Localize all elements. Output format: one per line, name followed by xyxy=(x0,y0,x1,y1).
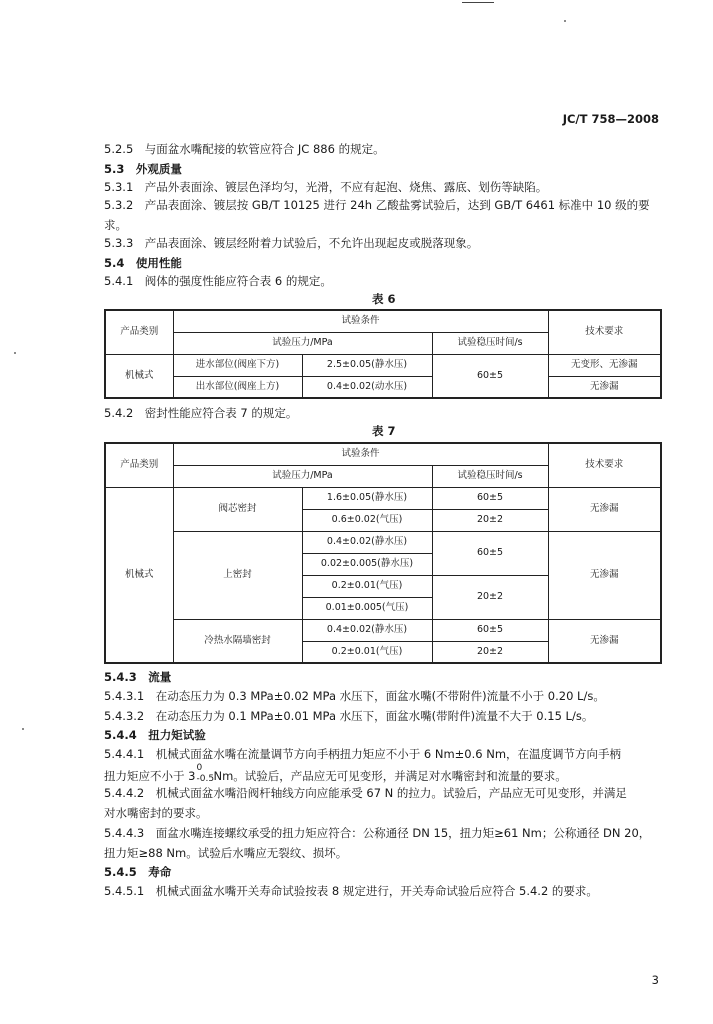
table7-time: 20±2 xyxy=(432,509,548,531)
text-run: 扭力矩应不小于 3 xyxy=(104,769,196,783)
scan-mark xyxy=(462,2,494,3)
table7-header-category: 产品类别 xyxy=(105,443,173,487)
clause-5-2-5: 5.2.5 与面盆水嘴配接的软管应符合 JC 886 的规定。 xyxy=(104,142,385,156)
table-6 xyxy=(104,309,662,399)
table7-time: 20±2 xyxy=(432,575,548,619)
clause-5-4-5-1: 5.4.5.1 机械式面盆水嘴开关寿命试验按表 8 规定进行，开关寿命试验后应符合 5.4.2 的要求。 xyxy=(104,884,598,898)
table6-requirement: 无变形、无渗漏 xyxy=(548,354,661,376)
table6-header-time: 试验稳压时间/s xyxy=(432,332,548,354)
table6-header-requirement: 技术要求 xyxy=(548,310,661,354)
table6-category: 机械式 xyxy=(105,354,173,398)
heading-5-3: 5.3 外观质量 xyxy=(104,162,182,176)
table7-seal-type: 阀芯密封 xyxy=(173,487,302,531)
heading-5-4-5: 5.4.5 寿命 xyxy=(104,865,172,879)
table7-pressure: 0.2±0.01(气压) xyxy=(302,641,432,663)
clause-5-4-4-2: 5.4.4.2 机械式面盆水嘴沿阀杆轴线方向应能承受 67 N 的拉力。试验后，产品应无可见变形，并满足 xyxy=(104,786,627,800)
clause-5-4-3-1: 5.4.3.1 在动态压力为 0.3 MPa±0.02 MPa 水压下，面盆水嘴(不带附件)流量不小于 0.20 L/s。 xyxy=(104,689,605,703)
heading-5-4-3: 5.4.3 流量 xyxy=(104,670,172,684)
table7-seal-type: 冷热水隔墙密封 xyxy=(173,619,302,663)
scan-dot xyxy=(564,20,566,22)
clause-5-3-3: 5.3.3 产品表面涂、镀层经附着力试验后，不允许出现起皮或脱落现象。 xyxy=(104,236,479,250)
clause-5-4-4-1: 5.4.4.1 机械式面盆水嘴在流量调节方向手柄扭力矩应不小于 6 Nm±0.6 Nm，在温度调节方向手柄 xyxy=(104,747,622,761)
table6-time: 60±5 xyxy=(432,354,548,398)
table7-requirement: 无渗漏 xyxy=(548,487,661,531)
table6-pressure: 0.4±0.02(动水压) xyxy=(302,376,432,398)
table7-header-conditions: 试验条件 xyxy=(173,443,548,465)
clause-5-4-4-3-cont: 扭力矩≥88 Nm。试验后水嘴应无裂纹、损坏。 xyxy=(104,846,348,860)
clause-5-4-1: 5.4.1 阀体的强度性能应符合表 6 的规定。 xyxy=(104,274,332,288)
clause-5-4-4-1-cont xyxy=(104,763,567,784)
clause-5-4-4-2-cont: 对水嘴密封的要求。 xyxy=(104,806,208,820)
table7-pressure: 0.4±0.02(静水压) xyxy=(302,531,432,553)
text-run: Nm。试验后，产品应无可见变形，并满足对水嘴密封和流量的要求。 xyxy=(213,769,567,783)
table7-pressure: 0.2±0.01(气压) xyxy=(302,575,432,597)
table7-time: 60±5 xyxy=(432,531,548,575)
table7-title: 表 7 xyxy=(372,424,396,438)
table6-position: 出水部位(阀座上方) xyxy=(173,376,302,398)
table6-header-category: 产品类别 xyxy=(105,310,173,354)
clause-5-3-2: 5.3.2 产品表面涂、镀层按 GB/T 10125 进行 24h 乙酸盐雾试验后，达到 GB/T 6461 标准中 10 级的要 xyxy=(104,198,650,212)
heading-5-4-4: 5.4.4 扭力矩试验 xyxy=(104,728,206,742)
table7-header-pressure: 试验压力/MPa xyxy=(173,465,432,487)
table7-category: 机械式 xyxy=(105,487,173,663)
clause-5-4-3-2: 5.4.3.2 在动态压力为 0.1 MPa±0.01 MPa 水压下，面盆水嘴(带附件)流量不大于 0.15 L/s。 xyxy=(104,709,594,723)
clause-5-3-2-cont: 求。 xyxy=(104,218,127,232)
tolerance-upper: 0 xyxy=(196,763,203,773)
table7-pressure: 0.01±0.005(气压) xyxy=(302,597,432,619)
doc-code: JC/T 758—2008 xyxy=(562,112,659,126)
table6-requirement: 无渗漏 xyxy=(548,376,661,398)
table6-position: 进水部位(阀座下方) xyxy=(173,354,302,376)
table7-pressure: 1.6±0.05(静水压) xyxy=(302,487,432,509)
heading-5-4: 5.4 使用性能 xyxy=(104,256,182,270)
page-number: 3 xyxy=(651,973,659,987)
table7-pressure: 0.6±0.02(气压) xyxy=(302,509,432,531)
table7-time: 60±5 xyxy=(432,487,548,509)
table6-pressure: 2.5±0.05(静水压) xyxy=(302,354,432,376)
table6-title: 表 6 xyxy=(372,292,396,306)
table7-requirement: 无渗漏 xyxy=(548,619,661,663)
scan-dot xyxy=(22,728,24,730)
table7-pressure: 0.02±0.005(静水压) xyxy=(302,553,432,575)
clause-5-3-1: 5.3.1 产品外表面涂、镀层色泽均匀，光滑，不应有起泡、烧焦、露底、划伤等缺陷。 xyxy=(104,180,548,194)
table6-header-conditions: 试验条件 xyxy=(173,310,548,332)
table7-header-requirement: 技术要求 xyxy=(548,443,661,487)
table7-seal-type: 上密封 xyxy=(173,531,302,619)
tolerance-lower: -0.5 xyxy=(196,774,215,784)
table7-requirement: 无渗漏 xyxy=(548,531,661,619)
scan-dot xyxy=(14,352,16,354)
clause-5-4-4-3: 5.4.4.3 面盆水嘴连接螺纹承受的扭力矩应符合：公称通径 DN 15，扭力矩≥61 Nm；公称通径 DN 20， xyxy=(104,826,651,840)
tolerance-notation xyxy=(195,763,215,784)
table6-header-pressure: 试验压力/MPa xyxy=(173,332,432,354)
table-7 xyxy=(104,442,662,664)
table7-time: 60±5 xyxy=(432,619,548,641)
table7-time: 20±2 xyxy=(432,641,548,663)
table7-header-time: 试验稳压时间/s xyxy=(432,465,548,487)
table7-pressure: 0.4±0.02(静水压) xyxy=(302,619,432,641)
clause-5-4-2: 5.4.2 密封性能应符合表 7 的规定。 xyxy=(104,406,298,420)
